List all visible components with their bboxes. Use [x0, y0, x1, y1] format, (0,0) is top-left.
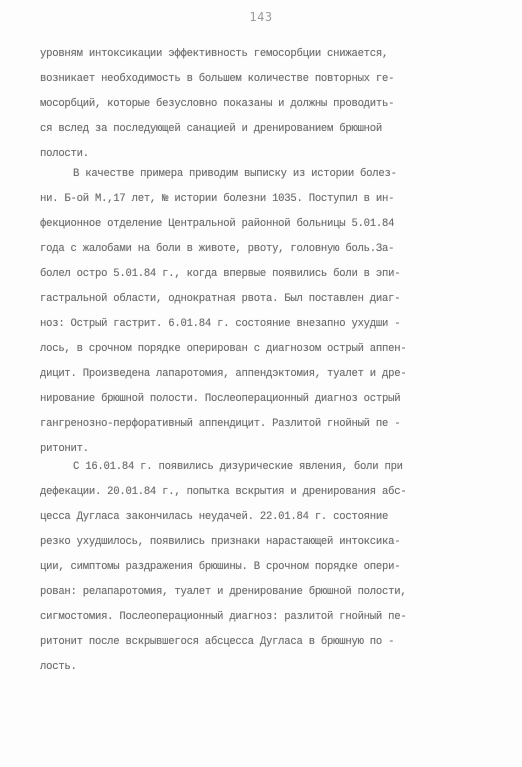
text-line: цесса Дугласа закончилась неудачей. 22.01.84 г. состояние [40, 511, 389, 523]
text-line: лось, в срочном порядке оперирован с диагнозом острый аппен- [40, 343, 407, 355]
text-line: рован: релапаротомия, туалет и дренирование брюшной полости, [40, 586, 407, 598]
text-line: ни. Б-ой М.,17 лет, № истории болезни 1035. Поступил в ин- [40, 193, 395, 205]
text-line: болел остро 5.01.84 г., когда впервые появились боли в эпи- [40, 268, 401, 280]
paragraph-complications [40, 455, 480, 680]
text-line: ся вслед за последующей санацией и дренированием брюшной [40, 123, 383, 135]
text-line: гангренозно-перфоративный аппендицит. Разлитой гнойный пе - [40, 418, 401, 430]
page-number: 143 [249, 10, 273, 24]
text-line: ноз: Острый гастрит. 6.01.84 г. состояние внезапно ухудши - [40, 318, 401, 330]
text-line: ритонит после вскрывшегося абсцесса Дугласа в брюшную по - [40, 636, 395, 648]
text-line: нирование брюшной полости. Послеоперационный диагноз острый [40, 393, 401, 405]
paragraph-case-history [40, 162, 480, 462]
text-line: В качестве примера приводим выписку из истории болез- [73, 168, 397, 180]
text-line: мосорбций, которые безусловно показаны и должны проводить- [40, 98, 395, 110]
text-line: возникает необходимость в большем количестве повторных ге- [40, 73, 395, 85]
text-line: лость. [40, 661, 77, 673]
text-line: года с жалобами на боли в животе, рвоту, головную боль.За- [40, 243, 395, 255]
text-line: уровням интоксикации эффективность гемосорбции снижается, [40, 48, 389, 60]
text-line: полости. [40, 148, 89, 160]
text-line: ритонит. [40, 443, 89, 455]
text-line: ции, симптомы раздражения брюшины. В срочном порядке опери- [40, 561, 401, 573]
text-line: С 16.01.84 г. появились дизурические явления, боли при [73, 461, 403, 473]
text-line: гастральной области, однократная рвота. Был поставлен диаг- [40, 293, 401, 305]
text-line: дефекации. 20.01.84 г., попытка вскрытия и дренирования абс- [40, 486, 407, 498]
text-line: фекционное отделение Центральной районной больницы 5.01.84 [40, 218, 395, 230]
paragraph-hemosorption [40, 42, 480, 167]
text-line: резко ухудшилось, появились признаки нарастающей интоксика- [40, 536, 401, 548]
text-line: сигмостомия. Послеоперационный диагноз: разлитой гнойный пе- [40, 611, 407, 623]
text-line: дицит. Произведена лапаротомия, аппендэктомия, туалет и дре- [40, 368, 407, 380]
